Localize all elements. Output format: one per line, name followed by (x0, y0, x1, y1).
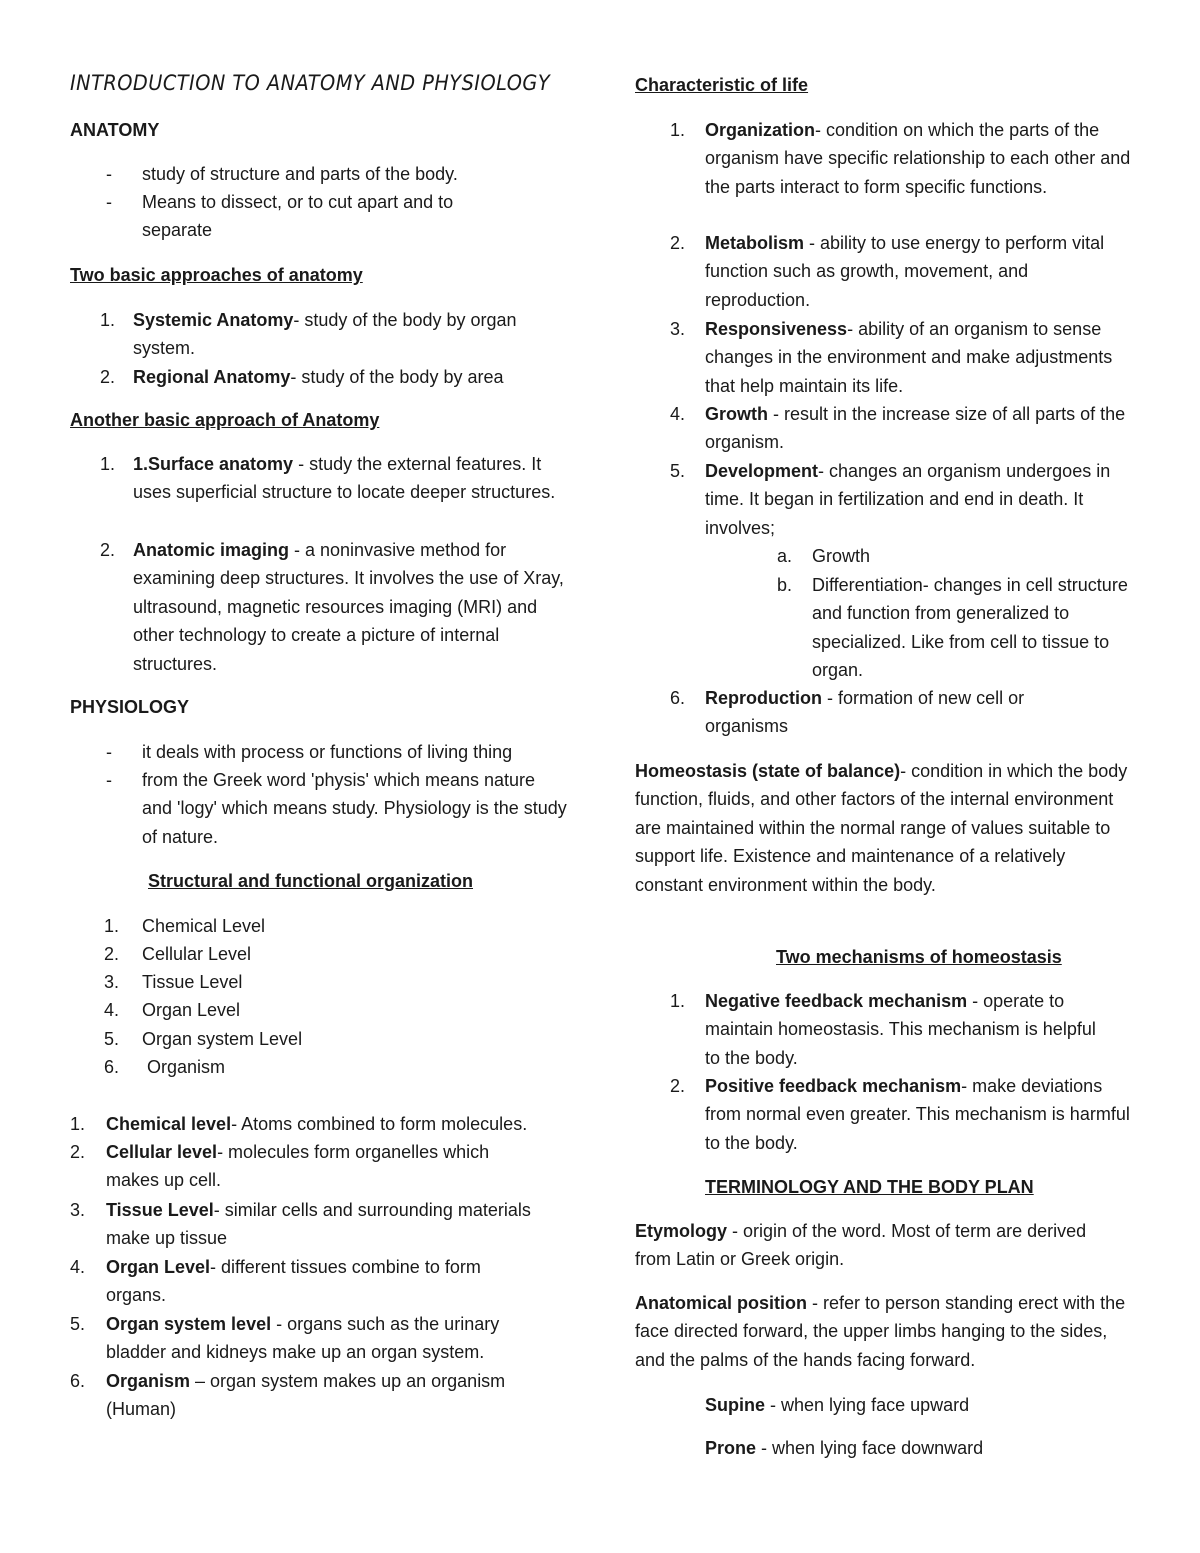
list-item: Systemic Anatomy- study of the body by organ system. (133, 310, 517, 359)
bullet-dash: - (106, 770, 112, 790)
list-number: 5. (70, 1314, 86, 1334)
list-number: 5. (104, 1029, 120, 1049)
homeostasis-paragraph: Homeostasis (state of balance)- condition in which the body function, fluids, and other factors of the internal environment are maintained within the normal range of values suitable to support life. Existence and maintenance of a relatively constant environment within the body. (635, 761, 1128, 895)
physiology-bullet: from the Greek word 'physis' which means nature and 'logy' which means study. Physiology is the study of nature. (142, 770, 567, 847)
list-number: 6. (70, 1371, 86, 1391)
list-number: 2. (670, 233, 686, 253)
supine-line: Supine - when lying face upward (705, 1395, 970, 1415)
list-item: Negative feedback mechanism - operate to maintain homeostasis. This mechanism is helpful to the body. (705, 991, 1096, 1068)
list-number: 5. (670, 461, 686, 481)
list-number: 2. (100, 540, 116, 560)
list-number: 4. (70, 1257, 86, 1277)
anatomy-bullet: Means to dissect, or to cut apart and to separate (142, 192, 454, 241)
list-number: 3. (670, 319, 686, 339)
list-number: 2. (104, 944, 120, 964)
level-item: Organism (142, 1057, 226, 1077)
list-item: Positive feedback mechanism- make deviations from normal even greater. This mechanism is harmful to the body. (705, 1076, 1130, 1153)
prone-line: Prone - when lying face downward (705, 1438, 984, 1458)
physiology-bullet: it deals with process or functions of living thing (142, 742, 513, 762)
mechanisms-heading: Two mechanisms of homeostasis (776, 947, 1062, 967)
list-item: Tissue Level- similar cells and surrounding materials make up tissue (106, 1200, 531, 1249)
list-item: 1.Surface anatomy - study the external features. It uses superficial structure to locate deeper structures. (133, 454, 556, 503)
list-item: Responsiveness- ability of an organism to sense changes in the environment and make adjustments that help maintain its life. (705, 319, 1113, 396)
list-number: 1. (70, 1114, 86, 1134)
list-number: 2. (70, 1142, 86, 1162)
list-item: Anatomic imaging - a noninvasive method for examining deep structures. It involves the use of Xray, ultrasound, magnetic resources imaging (MRI) and other technology to create a picture of internal structures. (133, 540, 564, 674)
sub-list-letter: b. (777, 575, 793, 595)
bullet-dash: - (106, 192, 112, 212)
another-heading: Another basic approach of Anatomy (70, 410, 380, 430)
terminology-heading: TERMINOLOGY AND THE BODY PLAN (705, 1177, 1034, 1197)
list-item: Cellular level- molecules form organelles which makes up cell. (106, 1142, 490, 1191)
list-number: 3. (70, 1200, 86, 1220)
sub-list-item: Growth (812, 546, 871, 566)
level-item: Tissue Level (142, 972, 243, 992)
sub-list-letter: a. (777, 546, 793, 566)
bullet-dash: - (106, 742, 112, 762)
physiology-heading: PHYSIOLOGY (70, 697, 190, 717)
list-number: 1. (100, 310, 116, 330)
list-number: 4. (104, 1000, 120, 1020)
list-number: 1. (670, 991, 686, 1011)
level-item: Chemical Level (142, 916, 266, 936)
list-number: 6. (104, 1057, 120, 1077)
list-item: Development- changes an organism undergoes in time. It began in fertilization and end in death. It involves; (705, 461, 1111, 538)
list-item: Chemical level- Atoms combined to form molecules. (106, 1114, 528, 1134)
bullet-dash: - (106, 164, 112, 184)
list-number: 6. (670, 688, 686, 708)
list-number: 2. (670, 1076, 686, 1096)
list-item: Organism – organ system makes up an organism (Human) (106, 1371, 506, 1420)
list-item: Reproduction - formation of new cell or organisms (705, 688, 1025, 737)
list-item: Metabolism - ability to use energy to perform vital function such as growth, movement, and reproduction. (705, 233, 1105, 310)
list-number: 4. (670, 404, 686, 424)
page-title: INTRODUCTION TO ANATOMY AND PHYSIOLOGY (70, 71, 551, 95)
list-item: Growth - result in the increase size of all parts of the organism. (705, 404, 1126, 453)
anatomy-bullet: study of structure and parts of the body. (142, 164, 458, 184)
level-item: Organ system Level (142, 1029, 303, 1049)
list-item: Regional Anatomy- study of the body by area (133, 367, 504, 387)
list-item: Organization- condition on which the parts of the organism have specific relationship to each other and the parts interact to form specific functions. (705, 120, 1131, 197)
anatomical-position-paragraph: Anatomical position - refer to person standing erect with the face directed forward, the upper limbs hanging to the sides, and the palms of the hands facing forward. (635, 1293, 1126, 1370)
list-number: 1. (104, 916, 120, 936)
list-item: Organ system level - organs such as the urinary bladder and kidneys make up an organ system. (106, 1314, 500, 1363)
list-number: 1. (100, 454, 116, 474)
approaches-heading: Two basic approaches of anatomy (70, 265, 363, 285)
anatomy-heading: ANATOMY (70, 120, 160, 140)
level-item: Cellular Level (142, 944, 252, 964)
list-number: 3. (104, 972, 120, 992)
etymology-paragraph: Etymology - origin of the word. Most of term are derived from Latin or Greek origin. (635, 1221, 1087, 1270)
structural-heading: Structural and functional organization (148, 871, 474, 891)
life-heading: Characteristic of life (635, 75, 809, 95)
level-item: Organ Level (142, 1000, 241, 1020)
list-item: Organ Level- different tissues combine to form organs. (106, 1257, 481, 1306)
list-number: 2. (100, 367, 116, 387)
sub-list-item: Differentiation- changes in cell structure and function from generalized to specialized. Like from cell to tissue to organ. (812, 575, 1128, 681)
list-number: 1. (670, 120, 686, 140)
